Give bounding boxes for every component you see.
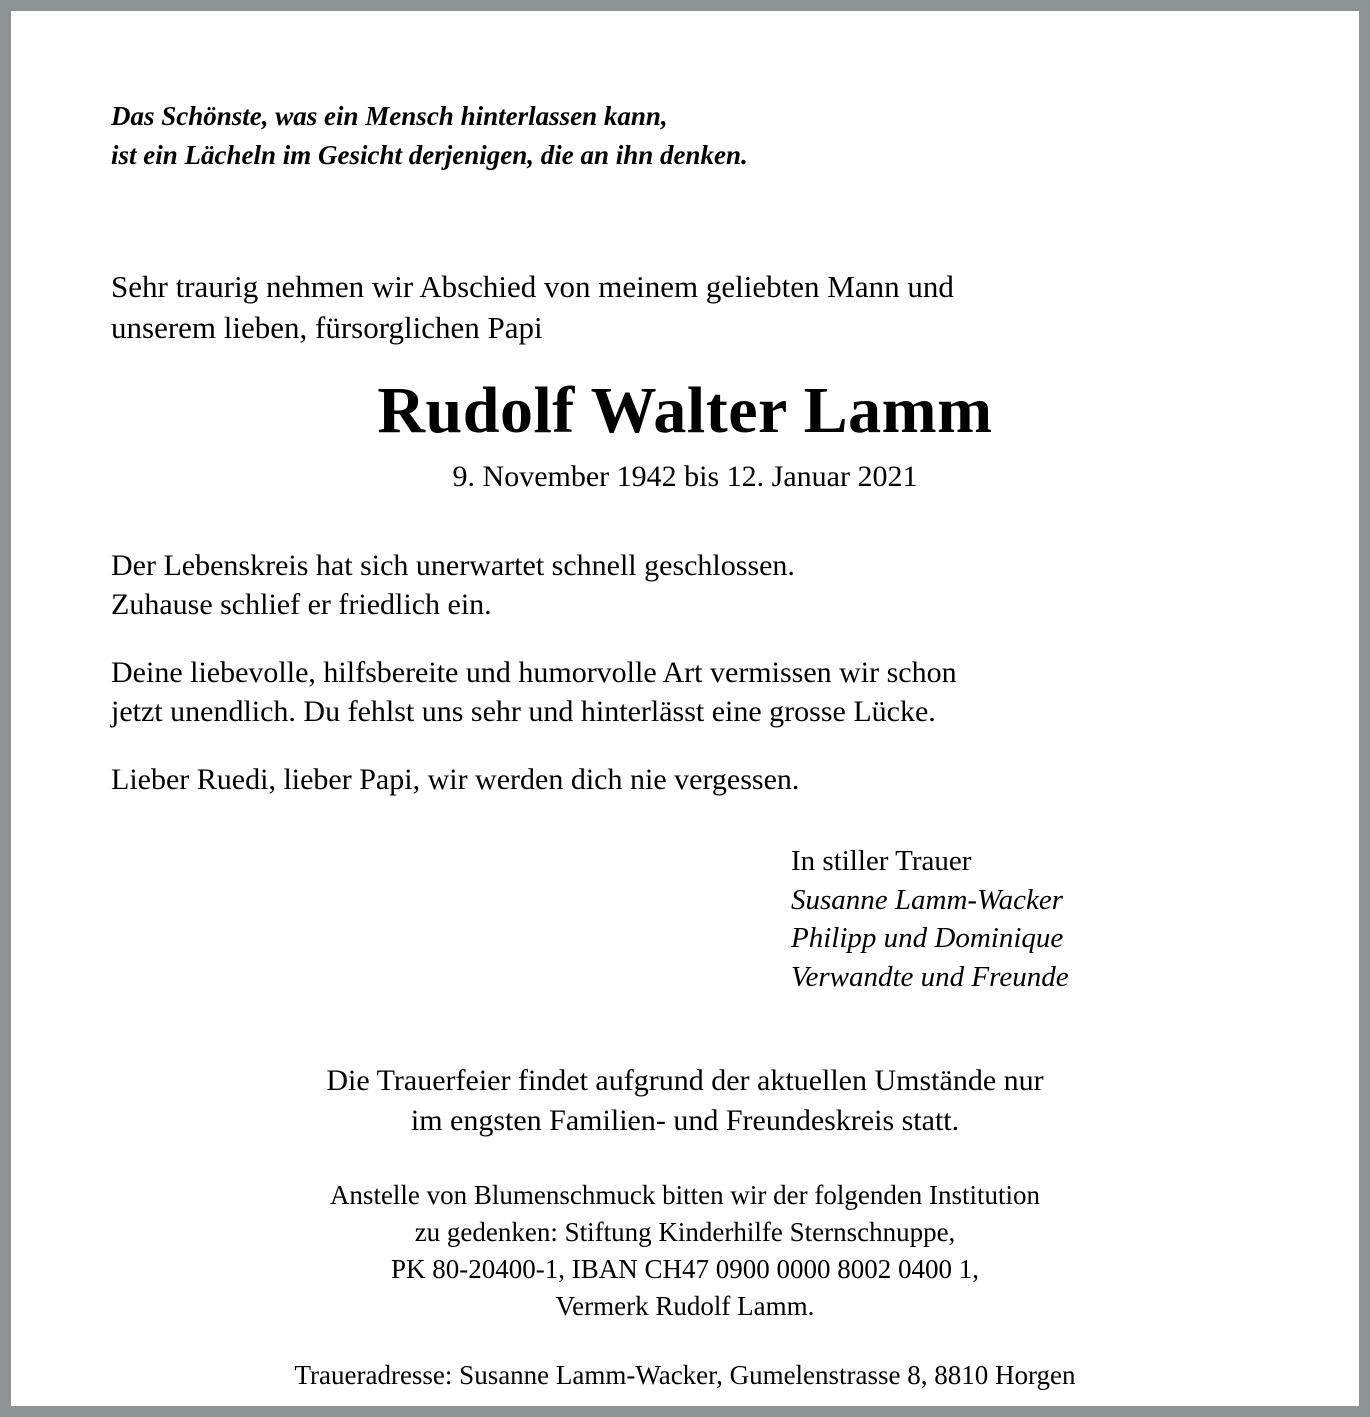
ceremony-notice-line-2: im engsten Familien- und Freundeskreis statt. [410,1104,960,1138]
ceremony-notice [111,1061,1259,1141]
donation-notice-line-4: Vermerk Rudolf Lamm. [555,1290,815,1321]
mourners-heading: In stiller Trauer [791,844,972,877]
tribute-paragraph-3-line-1: Lieber Ruedi, lieber Papi, wir werden dich nie vergessen. [111,763,800,797]
epitaph-quote [111,97,1259,175]
deceased-name: Rudolf Walter Lamm [377,374,993,448]
tribute-paragraph-1 [111,546,1259,625]
ceremony-notice-line-1: Die Trauerfeier findet aufgrund der aktuellen Umstände nur [326,1064,1044,1098]
mourning-address: Traueradresse: Susanne Lamm-Wacker, Gumelenstrasse 8, 8810 Horgen [294,1360,1076,1391]
mourner-name-2: Philipp und Dominique [791,922,1064,955]
announcement-intro-line-2: unserem lieben, fürsorglichen Papi [111,310,543,346]
epitaph-quote-line-1: Das Schönste, was ein Mensch hinterlassen kann, [111,101,668,131]
tribute-paragraph-1-line-1: Der Lebenskreis hat sich unerwartet schnell geschlossen. [111,548,795,582]
mourner-name-1: Susanne Lamm-Wacker [791,883,1063,916]
donation-notice [111,1177,1259,1324]
tribute-paragraph-2-line-2: jetzt unendlich. Du fehlst uns sehr und hinterlässt eine grosse Lücke. [111,695,936,729]
mourner-name-3: Verwandte und Freunde [791,961,1069,994]
tribute-paragraph-3 [111,760,1259,800]
donation-notice-line-3: PK 80-20400-1, IBAN CH47 0900 0000 8002 0400 1, [390,1253,979,1284]
tribute-paragraph-2 [111,653,1259,732]
announcement-intro-line-1: Sehr traurig nehmen wir Abschied von meinem geliebten Mann und [111,269,954,305]
tribute-paragraph-1-line-2: Zuhause schlief er friedlich ein. [111,588,492,622]
donation-notice-line-2: zu gedenken: Stiftung Kinderhilfe Sternschnuppe, [414,1217,956,1248]
epitaph-quote-line-2: ist ein Lächeln im Gesicht derjenigen, die an ihn denken. [111,140,748,171]
donation-notice-line-1: Anstelle von Blumenschmuck bitten wir der folgenden Institution [329,1180,1041,1211]
mourners-block [111,842,1259,997]
announcement-intro [111,267,1259,349]
tribute-paragraph-2-line-1: Deine liebevolle, hilfsbereite und humorvolle Art vermissen wir schon [111,655,957,689]
deceased-dates: 9. November 1942 bis 12. Januar 2021 [452,459,918,493]
